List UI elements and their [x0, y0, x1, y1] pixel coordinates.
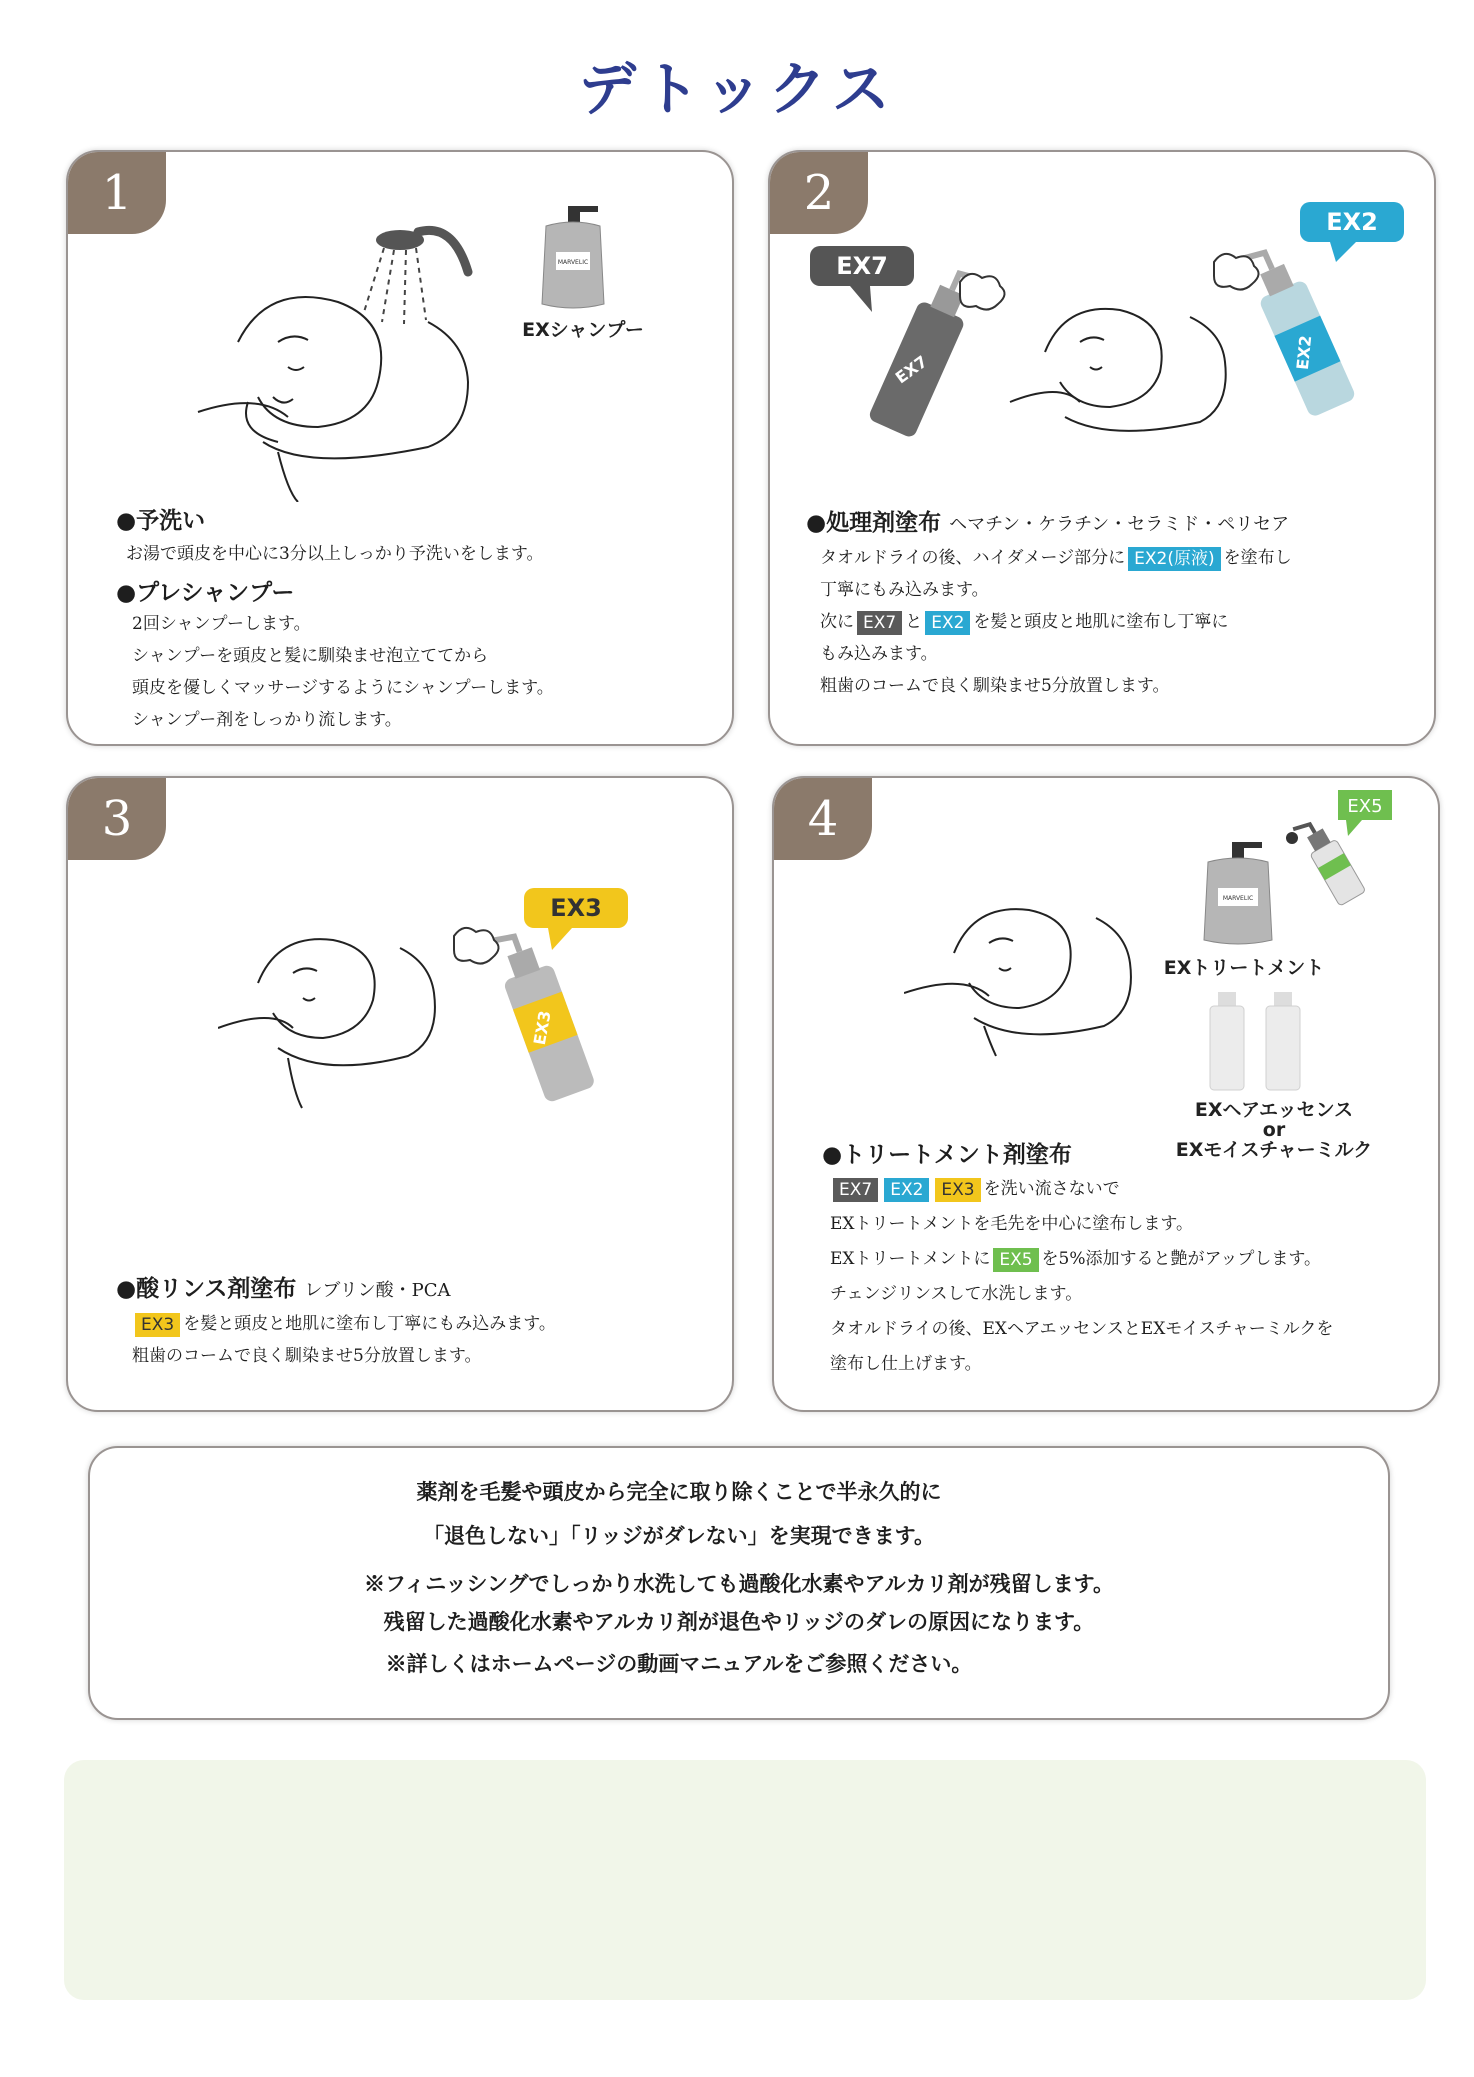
ex7-bubble-icon [810, 246, 914, 312]
svg-text:EX7: EX7 [891, 351, 931, 388]
heading-text: ●酸リンス剤塗布 [116, 1275, 297, 1302]
body-line: 塗布し仕上げます。 [830, 1354, 982, 1374]
section-body [132, 608, 554, 736]
section-heading: ●トリートメント剤塗布 [822, 1141, 1072, 1168]
face-icon [198, 297, 468, 502]
ex3-tag: EX3 [935, 1178, 980, 1202]
body-line: EX3 を髪と頭皮と地肌に塗布し丁寧にもみ込みます。 [132, 1308, 556, 1340]
body-line: チェンジリンスして水洗します。 [830, 1284, 1083, 1304]
ex5-illustration [1274, 788, 1394, 908]
heading-sub: レブリン酸・PCA [304, 1280, 451, 1301]
heading-text: ●処理剤塗布 [806, 509, 942, 536]
section-heading [806, 504, 1289, 537]
body-line: もみ込みます。 [820, 644, 938, 664]
note-line: ※フィニッシングでしっかり水洗しても過酸化水素やアルカリ剤が残留します。 [363, 1571, 1114, 1596]
ex3-bubble-icon [524, 888, 628, 950]
foam-icon [960, 274, 1005, 310]
product-label-shampoo: EXシャンプー [522, 319, 644, 341]
body-line: 2回シャンプーします。 [132, 614, 311, 634]
label-line: EXモイスチャーミルク [1175, 1139, 1373, 1161]
step-card-4 [772, 776, 1440, 1412]
note-line: 「退色しない」「リッジがダレない」を実現できます。 [423, 1523, 935, 1548]
step-card-2 [768, 150, 1436, 746]
body-line: 頭皮を優しくマッサージするようにシャンプーします。 [132, 678, 554, 698]
body-line: タオルドライの後、EXヘアエッセンスとEXモイスチャーミルクを [830, 1319, 1334, 1339]
label-line: or [1262, 1119, 1286, 1141]
ex7-tag: EX7 [833, 1178, 878, 1202]
svg-text:EX2: EX2 [1326, 208, 1378, 236]
acid-rinse-illustration [218, 888, 638, 1128]
body-line: タオルドライの後、ハイダメージ部分に EX2(原液) を塗布し [820, 548, 1292, 569]
body-line: 次に EX7 と EX2 を髪と頭皮と地肌に塗布し丁寧に [820, 612, 1229, 633]
finish-illustration [904, 878, 1144, 1058]
body-line: 丁寧にもみ込みます。 [820, 580, 989, 600]
body-line: シャンプーを頭皮と髪に馴染ませ泡立ててから [132, 646, 489, 666]
face-icon [1010, 309, 1226, 431]
body-line: お湯で頭皮を中心に3分以上しっかり予洗いをします。 [126, 544, 544, 564]
bottle-brand-text: MARVELIC [1222, 895, 1254, 902]
step-number: 1 [68, 152, 166, 234]
bottle-brand-text: MARVELIC [557, 259, 589, 266]
step-card-3 [66, 776, 734, 1412]
face-icon [218, 939, 435, 1108]
shampoo-pouch-icon [538, 204, 608, 314]
body-line: 粗歯のコームで良く馴染ませ5分放置します。 [820, 676, 1170, 696]
svg-text:EX5: EX5 [1347, 796, 1383, 817]
summary-note-box [88, 1446, 1390, 1720]
ex2-tag: EX2(原液) [1128, 547, 1220, 571]
section-body [820, 542, 1292, 702]
treatment-illustration [810, 202, 1410, 442]
ex2-bubble-icon [1300, 202, 1404, 262]
svg-text:EX3: EX3 [529, 1009, 555, 1047]
body-line: EXトリートメントに EX5 を5%添加すると艶がアップします。 [830, 1249, 1321, 1270]
note-line: 薬剤を毛髪や頭皮から完全に取り除くことで半永久的に [416, 1479, 942, 1504]
treatment-pouch-icon [1198, 840, 1278, 950]
section-heading [116, 1270, 451, 1303]
ex2-tag: EX2 [884, 1178, 929, 1202]
essence-bottles-icon [1204, 992, 1314, 1092]
shower-head-icon [364, 230, 468, 324]
step-number: 3 [68, 778, 166, 860]
ex3-bottle-icon [488, 924, 596, 1103]
ex5-bubble-icon [1338, 790, 1392, 836]
heading-sub: ヘマチン・ケラチン・セラミド・ペリセア [949, 514, 1290, 535]
step-number: 4 [774, 778, 872, 860]
svg-text:EX2: EX2 [1292, 334, 1316, 371]
section-body [132, 1308, 556, 1372]
ex5-tag: EX5 [993, 1248, 1038, 1272]
body-line: EXトリートメントを毛先を中心に塗布します。 [830, 1214, 1193, 1234]
svg-text:EX3: EX3 [550, 894, 602, 922]
ex7-tag: EX7 [857, 611, 902, 635]
section-body [126, 538, 543, 570]
ex3-tag: EX3 [135, 1313, 180, 1337]
step-number: 2 [770, 152, 868, 234]
face-icon [904, 909, 1131, 1056]
section-body [830, 1172, 1333, 1382]
svg-text:EX7: EX7 [836, 252, 888, 280]
ex2-tag: EX2 [925, 611, 970, 635]
section-heading: ●予洗い [116, 507, 206, 534]
foam-icon [454, 928, 499, 964]
note-line: ※詳しくはホームページの動画マニュアルをご参照ください。 [385, 1651, 973, 1676]
label-line: EXヘアエッセンス [1194, 1099, 1354, 1121]
section-heading: ●プレシャンプー [116, 579, 295, 606]
ex2-bottle-icon [1240, 239, 1356, 418]
rinse-illustration [178, 212, 538, 502]
product-label-essence [1174, 1100, 1374, 1160]
note-line: 残留した過酸化水素やアルカリ剤が退色やリッジのダレの原因になります。 [383, 1609, 1095, 1634]
product-label-treatment: EXトリートメント [1163, 957, 1325, 979]
body-line: 粗歯のコームで良く馴染ませ5分放置します。 [132, 1346, 482, 1366]
page-title: デトックス [578, 55, 896, 123]
body-line: シャンプー剤をしっかり流します。 [132, 710, 402, 730]
body-line: EX7 EX2 EX3 を洗い流さないで [830, 1172, 1333, 1207]
step-card-1 [66, 150, 734, 746]
footer-panel [64, 1760, 1426, 2000]
